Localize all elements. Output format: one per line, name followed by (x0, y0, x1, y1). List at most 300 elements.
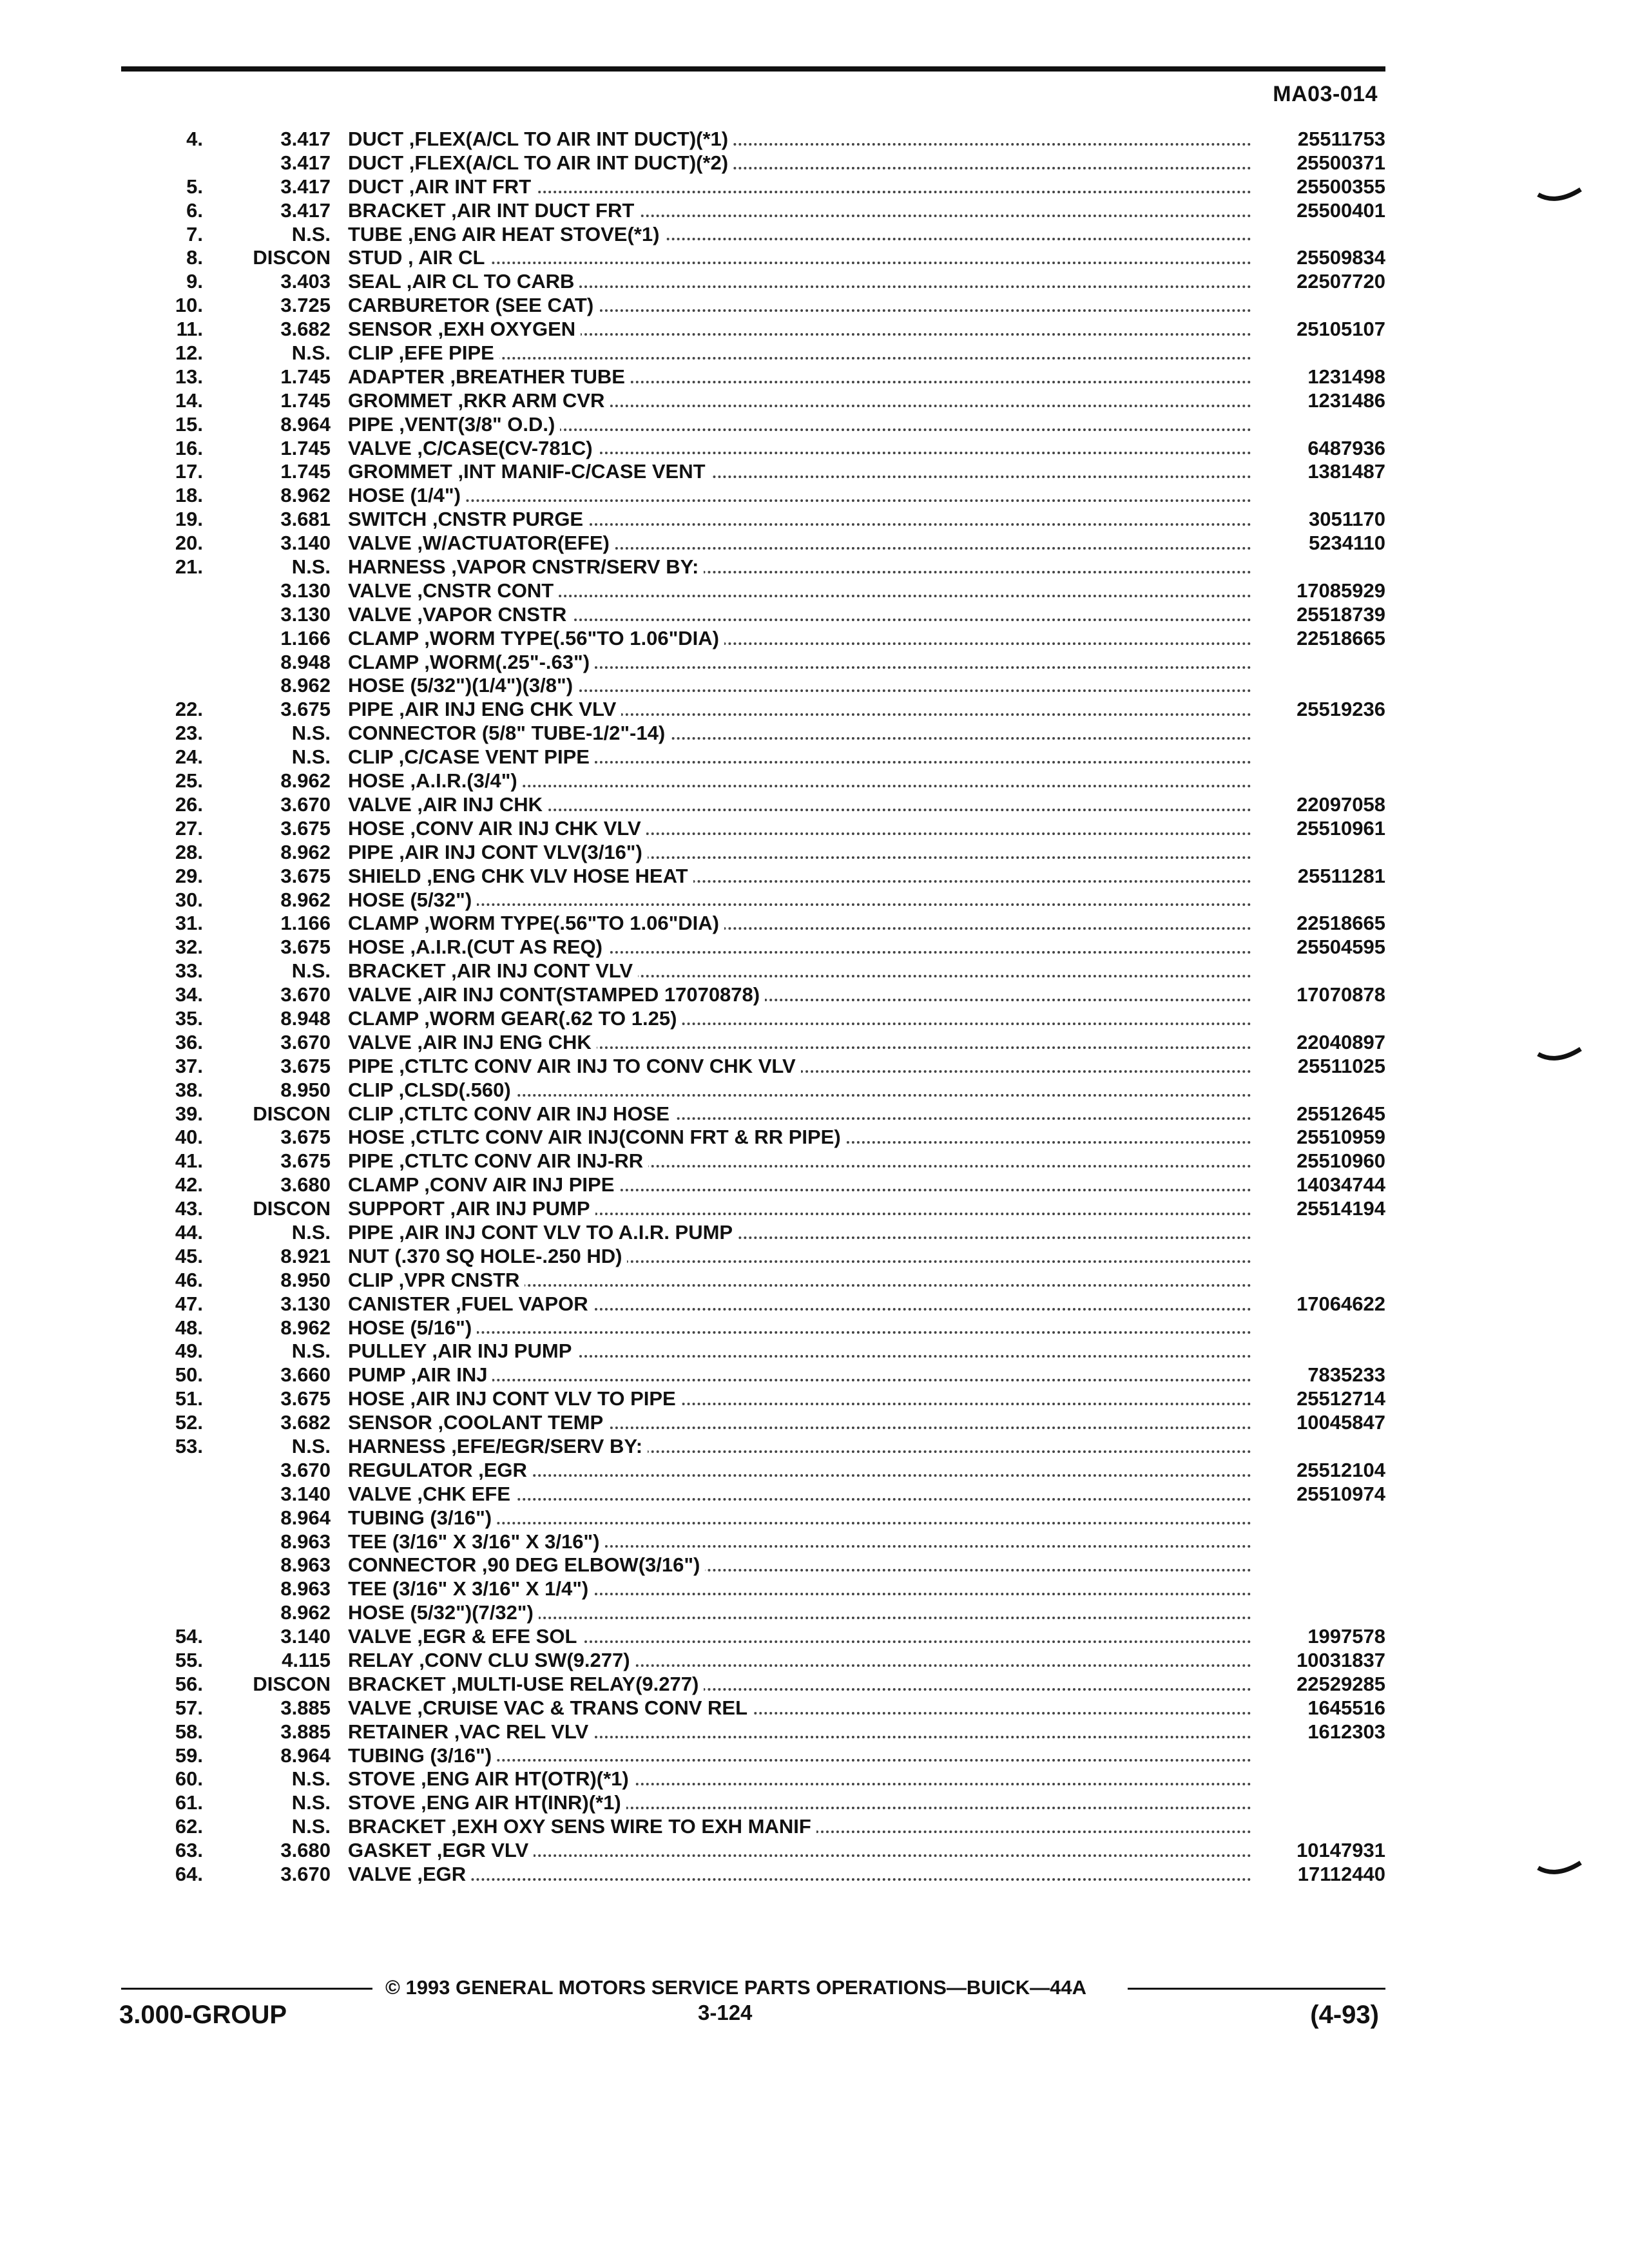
parts-row (110, 1245, 1385, 1269)
part-description-text: SENSOR ,EXH OXYGEN (348, 318, 581, 340)
item-number: 38. (175, 1078, 203, 1101)
parts-row (110, 1696, 1385, 1720)
item-number: 57. (175, 1696, 203, 1719)
part-description (348, 1577, 1257, 1601)
item-number: 33. (175, 959, 203, 983)
part-number: 1645516 (1307, 1696, 1385, 1719)
part-description (348, 627, 1257, 651)
group-number: N.S. (291, 1767, 331, 1791)
parts-row (110, 959, 1385, 983)
part-number: 3051170 (1309, 508, 1385, 531)
item-number: 23. (175, 722, 203, 745)
part-description-text: CLAMP ,WORM GEAR(.62 TO 1.25) (348, 1007, 682, 1030)
parts-row (110, 1363, 1385, 1387)
part-description-text: DUCT ,FLEX(A/CL TO AIR INT DUCT)(*1) (348, 128, 733, 150)
group-number: 3.680 (280, 1839, 331, 1862)
item-number: 15. (175, 412, 203, 436)
group-number: 8.962 (280, 888, 331, 911)
part-number: 14034744 (1296, 1173, 1385, 1196)
part-description-text: GROMMET ,INT MANIF-C/CASE VENT (348, 460, 711, 483)
part-description (348, 1340, 1257, 1363)
part-description-text: HOSE (5/16") (348, 1316, 477, 1339)
group-number: 3.670 (280, 793, 331, 816)
part-description (348, 1316, 1257, 1340)
part-description-text: SUPPORT ,AIR INJ PUMP (348, 1197, 595, 1220)
item-number: 61. (175, 1791, 203, 1814)
group-number: 8.962 (280, 1601, 331, 1624)
parts-row (110, 1625, 1385, 1649)
group-number: 3.140 (280, 1625, 331, 1648)
part-description-text: HOSE ,A.I.R.(3/4") (348, 769, 523, 792)
group-number: 8.948 (280, 650, 331, 673)
item-number: 5. (186, 175, 203, 198)
group-number: 8.963 (280, 1577, 331, 1600)
part-description-text: HOSE ,AIR INJ CONT VLV TO PIPE (348, 1387, 681, 1410)
item-number: 24. (175, 745, 203, 769)
item-number: 42. (175, 1173, 203, 1196)
part-description (348, 1530, 1257, 1554)
parts-row (110, 722, 1385, 745)
group-number: 8.948 (280, 1006, 331, 1030)
parts-row (110, 1744, 1385, 1768)
group-number: 3.682 (280, 318, 331, 341)
parts-row (110, 341, 1385, 365)
item-number: 36. (175, 1030, 203, 1053)
parts-row (110, 1102, 1385, 1126)
part-number: 25512104 (1296, 1458, 1385, 1481)
part-description-text: PIPE ,CTLTC CONV AIR INJ-RR (348, 1149, 648, 1172)
part-description (348, 579, 1257, 603)
part-description-text: HOSE (5/32")(1/4")(3/8") (348, 674, 578, 697)
part-description-text: PIPE ,AIR INJ CONT VLV(3/16") (348, 841, 648, 863)
part-description (348, 1601, 1257, 1625)
part-description (348, 413, 1257, 437)
part-number: 25500355 (1296, 175, 1385, 198)
group-number: 8.962 (280, 840, 331, 863)
part-description (348, 769, 1257, 793)
item-number: 63. (175, 1839, 203, 1862)
part-description (348, 175, 1257, 199)
parts-row (110, 1673, 1385, 1696)
parts-row (110, 769, 1385, 793)
part-description-text: CLIP ,C/CASE VENT PIPE (348, 745, 595, 768)
parts-row (110, 1815, 1385, 1839)
group-number: 1.745 (280, 436, 331, 459)
group-number: N.S. (291, 222, 331, 245)
group-number: 3.885 (280, 1720, 331, 1743)
parts-row (110, 841, 1385, 865)
part-description (348, 817, 1257, 841)
item-number: 39. (175, 1102, 203, 1125)
part-number: 25510974 (1296, 1482, 1385, 1505)
part-description (348, 698, 1257, 722)
part-description (348, 1506, 1257, 1530)
part-description-text: BRACKET ,MULTI-USE RELAY(9.277) (348, 1673, 704, 1695)
item-number: 53. (175, 1434, 203, 1457)
part-description-text: VALVE ,EGR (348, 1863, 471, 1885)
part-description (348, 1435, 1257, 1459)
part-description-text: DUCT ,FLEX(A/CL TO AIR INT DUCT)(*2) (348, 151, 733, 174)
part-number: 25105107 (1296, 318, 1385, 341)
part-description (348, 983, 1257, 1007)
item-number: 49. (175, 1340, 203, 1363)
parts-row (110, 1055, 1385, 1079)
group-number: N.S. (291, 745, 331, 769)
group-number: 3.682 (280, 1411, 331, 1434)
part-description (348, 1673, 1257, 1696)
group-number: N.S. (291, 1340, 331, 1363)
item-number: 41. (175, 1149, 203, 1173)
part-number: 10031837 (1296, 1649, 1385, 1671)
parts-row (110, 1791, 1385, 1815)
group-number: DISCON (253, 1197, 331, 1220)
part-description-text: VALVE ,W/ACTUATOR(EFE) (348, 532, 615, 554)
group-number: N.S. (291, 1220, 331, 1244)
parts-row (110, 437, 1385, 461)
part-description-text: HARNESS ,VAPOR CNSTR/SERV BY: (348, 555, 704, 578)
group-number: 3.675 (280, 1126, 331, 1149)
part-description-text: VALVE ,CRUISE VAC & TRANS CONV REL (348, 1696, 753, 1719)
part-description-text: TUBING (3/16") (348, 1744, 497, 1767)
part-description-text: CONNECTOR ,90 DEG ELBOW(3/16") (348, 1553, 705, 1576)
item-number: 32. (175, 936, 203, 959)
parts-row (110, 128, 1385, 151)
part-description-text: STOVE ,ENG AIR HT(INR)(*1) (348, 1791, 626, 1814)
parts-row (110, 175, 1385, 199)
part-description (348, 460, 1257, 484)
parts-row (110, 1530, 1385, 1554)
parts-row (110, 1483, 1385, 1506)
part-description-text: HOSE ,CTLTC CONV AIR INJ(CONN FRT & RR PIPE) (348, 1126, 846, 1148)
part-description (348, 223, 1257, 247)
margin-mark (1537, 1045, 1582, 1064)
parts-row (110, 1173, 1385, 1197)
part-description-text: PIPE ,VENT(3/8" O.D.) (348, 413, 560, 436)
part-description (348, 151, 1257, 175)
part-number: 10147931 (1296, 1839, 1385, 1862)
item-number: 52. (175, 1411, 203, 1434)
part-description (348, 294, 1257, 318)
parts-row (110, 1007, 1385, 1031)
group-number: 8.921 (280, 1244, 331, 1267)
group-number: 3.417 (280, 198, 331, 222)
part-description (348, 912, 1257, 936)
part-description (348, 508, 1257, 532)
group-number: 3.675 (280, 1149, 331, 1173)
group-number: N.S. (291, 722, 331, 745)
group-number: 1.166 (280, 912, 331, 935)
parts-row (110, 270, 1385, 294)
group-number: 3.675 (280, 864, 331, 887)
part-description (348, 389, 1257, 413)
group-number: 3.725 (280, 294, 331, 317)
part-description (348, 555, 1257, 579)
part-number: 25509834 (1296, 246, 1385, 269)
item-number: 6. (186, 198, 203, 222)
parts-row (110, 1293, 1385, 1316)
part-number: 17085929 (1296, 579, 1385, 602)
part-description (348, 1815, 1257, 1839)
group-number: 8.963 (280, 1530, 331, 1553)
part-description (348, 532, 1257, 555)
parts-row (110, 579, 1385, 603)
part-description-text: BRACKET ,AIR INJ CONT VLV (348, 959, 638, 982)
part-number: 25504595 (1296, 936, 1385, 959)
part-number: 25510961 (1296, 816, 1385, 840)
margin-mark (1537, 1859, 1582, 1878)
part-description (348, 1744, 1257, 1768)
part-description (348, 936, 1257, 959)
parts-row (110, 389, 1385, 413)
copyright-text: © 1993 GENERAL MOTORS SERVICE PARTS OPERATIONS—BUICK—44A (385, 1976, 1086, 1999)
part-description (348, 1625, 1257, 1649)
part-description (348, 1102, 1257, 1126)
item-number: 59. (175, 1744, 203, 1767)
part-description (348, 1245, 1257, 1269)
parts-row (110, 1839, 1385, 1863)
item-number: 48. (175, 1316, 203, 1339)
part-description (348, 246, 1257, 270)
parts-row (110, 508, 1385, 532)
part-description (348, 318, 1257, 341)
part-description (348, 865, 1257, 889)
parts-row (110, 199, 1385, 223)
item-number: 17. (175, 460, 203, 483)
group-label: 3.000-GROUP (119, 2001, 287, 2029)
part-description (348, 1126, 1257, 1149)
parts-row (110, 1649, 1385, 1673)
parts-row (110, 413, 1385, 437)
part-description-text: RELAY ,CONV CLU SW(9.277) (348, 1649, 635, 1671)
revision-date: (4-93) (1310, 2001, 1379, 2029)
part-description (348, 722, 1257, 745)
item-number: 19. (175, 508, 203, 531)
item-number: 25. (175, 769, 203, 793)
part-description-text: PIPE ,CTLTC CONV AIR INJ TO CONV CHK VLV (348, 1055, 801, 1077)
part-description-text: HOSE (1/4") (348, 484, 466, 506)
parts-row (110, 365, 1385, 389)
item-number: 40. (175, 1126, 203, 1149)
part-description-text: HOSE ,A.I.R.(CUT AS REQ) (348, 936, 608, 958)
parts-row (110, 912, 1385, 936)
part-description-text: CLAMP ,WORM TYPE(.56"TO 1.06"DIA) (348, 912, 724, 934)
group-number: 3.670 (280, 983, 331, 1006)
parts-row (110, 1601, 1385, 1625)
part-description (348, 674, 1257, 698)
group-number: 3.417 (280, 151, 331, 174)
item-number: 31. (175, 912, 203, 935)
part-number: 17070878 (1296, 983, 1385, 1006)
parts-row (110, 603, 1385, 627)
parts-row (110, 1435, 1385, 1459)
part-description-text: BRACKET ,AIR INT DUCT FRT (348, 199, 639, 222)
parts-row (110, 532, 1385, 555)
parts-row (110, 1577, 1385, 1601)
item-number: 14. (175, 389, 203, 412)
part-number: 22529285 (1296, 1672, 1385, 1695)
parts-row (110, 1387, 1385, 1411)
part-description-text: TEE (3/16" X 3/16" X 1/4") (348, 1577, 593, 1600)
part-description (348, 745, 1257, 769)
part-description-text: TUBING (3/16") (348, 1506, 497, 1529)
part-description-text: TUBE ,ENG AIR HEAT STOVE(*1) (348, 223, 664, 245)
part-description-text: CLAMP ,WORM(.25"-.63") (348, 651, 595, 673)
part-number: 10045847 (1296, 1411, 1385, 1434)
parts-row (110, 936, 1385, 959)
part-description (348, 1839, 1257, 1863)
part-number: 25512645 (1296, 1102, 1385, 1125)
part-description (348, 1767, 1257, 1791)
parts-row (110, 817, 1385, 841)
part-description-text: BRACKET ,EXH OXY SENS WIRE TO EXH MANIF (348, 1815, 816, 1838)
item-number: 37. (175, 1054, 203, 1077)
item-number: 26. (175, 793, 203, 816)
part-number: 22518665 (1296, 912, 1385, 935)
item-number: 28. (175, 840, 203, 863)
part-description-text: CLAMP ,CONV AIR INJ PIPE (348, 1173, 619, 1196)
parts-row (110, 294, 1385, 318)
part-description-text: HARNESS ,EFE/EGR/SERV BY: (348, 1435, 648, 1457)
part-number: 5234110 (1309, 532, 1385, 555)
parts-row (110, 246, 1385, 270)
part-description-text: DUCT ,AIR INT FRT (348, 175, 536, 198)
item-number: 50. (175, 1363, 203, 1387)
parts-row (110, 1149, 1385, 1173)
part-description (348, 793, 1257, 817)
part-number: 1231486 (1307, 389, 1385, 412)
group-number: 3.130 (280, 579, 331, 602)
part-description (348, 1791, 1257, 1815)
part-description-text: ADAPTER ,BREATHER TUBE (348, 365, 630, 388)
group-number: 3.675 (280, 816, 331, 840)
group-number: 3.660 (280, 1363, 331, 1387)
group-number: 3.681 (280, 508, 331, 531)
parts-row (110, 1767, 1385, 1791)
group-number: 8.962 (280, 674, 331, 697)
part-number: 25512714 (1296, 1387, 1385, 1410)
parts-row (110, 1316, 1385, 1340)
group-number: 3.140 (280, 1482, 331, 1505)
part-description-text: RETAINER ,VAC REL VLV (348, 1720, 593, 1743)
part-number: 7835233 (1307, 1363, 1385, 1387)
group-number: N.S. (291, 1434, 331, 1457)
part-description (348, 199, 1257, 223)
part-description (348, 1483, 1257, 1506)
group-number: 3.417 (280, 128, 331, 150)
parts-row (110, 223, 1385, 247)
parts-row (110, 865, 1385, 889)
parts-row (110, 793, 1385, 817)
group-number: 3.130 (280, 602, 331, 626)
part-description (348, 1459, 1257, 1483)
group-number: 8.964 (280, 1744, 331, 1767)
part-description-text: TEE (3/16" X 3/16" X 3/16") (348, 1530, 604, 1553)
part-number: 25518739 (1296, 602, 1385, 626)
part-description-text: VALVE ,EGR & EFE SOL (348, 1625, 582, 1648)
parts-row (110, 1126, 1385, 1149)
part-description (348, 1293, 1257, 1316)
group-number: N.S. (291, 555, 331, 579)
item-number: 44. (175, 1220, 203, 1244)
part-description-text: PULLEY ,AIR INJ PUMP (348, 1340, 577, 1362)
part-description-text: PIPE ,AIR INJ CONT VLV TO A.I.R. PUMP (348, 1221, 738, 1244)
part-number: 25514194 (1296, 1197, 1385, 1220)
part-number: 25500401 (1296, 198, 1385, 222)
footer-rule-right (1128, 1988, 1385, 1990)
part-description (348, 484, 1257, 508)
parts-list (110, 128, 1385, 1887)
item-number: 7. (186, 222, 203, 245)
part-description-text: GASKET ,EGR VLV (348, 1839, 534, 1861)
part-description (348, 1363, 1257, 1387)
group-number: 8.964 (280, 412, 331, 436)
item-number: 27. (175, 816, 203, 840)
group-number: DISCON (253, 246, 331, 269)
item-number: 4. (186, 128, 203, 150)
item-number: 55. (175, 1649, 203, 1671)
parts-row (110, 484, 1385, 508)
item-number: 22. (175, 698, 203, 721)
part-description (348, 1720, 1257, 1744)
group-number: N.S. (291, 341, 331, 365)
group-number: 8.962 (280, 769, 331, 793)
item-number: 20. (175, 532, 203, 555)
part-description-text: HOSE (5/32")(7/32") (348, 1601, 539, 1624)
item-number: 11. (176, 318, 203, 341)
group-number: 1.745 (280, 389, 331, 412)
part-description (348, 128, 1257, 151)
item-number: 9. (186, 270, 203, 293)
group-number: DISCON (253, 1102, 331, 1125)
part-description-text: VALVE ,VAPOR CNSTR (348, 603, 572, 626)
part-description-text: CLIP ,CTLTC CONV AIR INJ HOSE (348, 1102, 675, 1125)
part-description (348, 651, 1257, 675)
parts-row (110, 318, 1385, 341)
part-description-text: VALVE ,CHK EFE (348, 1483, 516, 1505)
parts-row (110, 745, 1385, 769)
part-description-text: CARBURETOR (SEE CAT) (348, 294, 599, 316)
part-description (348, 1411, 1257, 1435)
item-number: 60. (175, 1767, 203, 1791)
catalog-code: MA03-014 (1273, 82, 1378, 106)
part-description (348, 1387, 1257, 1411)
part-description-text: HOSE ,CONV AIR INJ CHK VLV (348, 817, 646, 840)
part-number: 25511281 (1297, 864, 1385, 887)
parts-row (110, 1553, 1385, 1577)
part-description (348, 1079, 1257, 1102)
part-description-text: SENSOR ,COOLANT TEMP (348, 1411, 608, 1434)
item-number: 51. (175, 1387, 203, 1410)
item-number: 54. (175, 1625, 203, 1648)
parts-row (110, 651, 1385, 675)
part-number: 22097058 (1296, 793, 1385, 816)
item-number: 64. (175, 1863, 203, 1886)
group-number: N.S. (291, 1815, 331, 1838)
parts-row (110, 555, 1385, 579)
item-number: 62. (175, 1815, 203, 1838)
part-description-text: SWITCH ,CNSTR PURGE (348, 508, 588, 530)
part-description-text: CLAMP ,WORM TYPE(.56"TO 1.06"DIA) (348, 627, 724, 649)
group-number: 8.962 (280, 1316, 331, 1339)
part-description-text: CLIP ,CLSD(.560) (348, 1079, 516, 1101)
group-number: 3.680 (280, 1173, 331, 1196)
part-description (348, 1007, 1257, 1031)
item-number: 18. (175, 484, 203, 507)
footer-rule-left (121, 1988, 372, 1990)
part-description-text: REGULATOR ,EGR (348, 1459, 532, 1481)
part-description-text: STOVE ,ENG AIR HT(OTR)(*1) (348, 1767, 634, 1790)
part-description-text: CONNECTOR (5/8" TUBE-1/2"-14) (348, 722, 670, 744)
